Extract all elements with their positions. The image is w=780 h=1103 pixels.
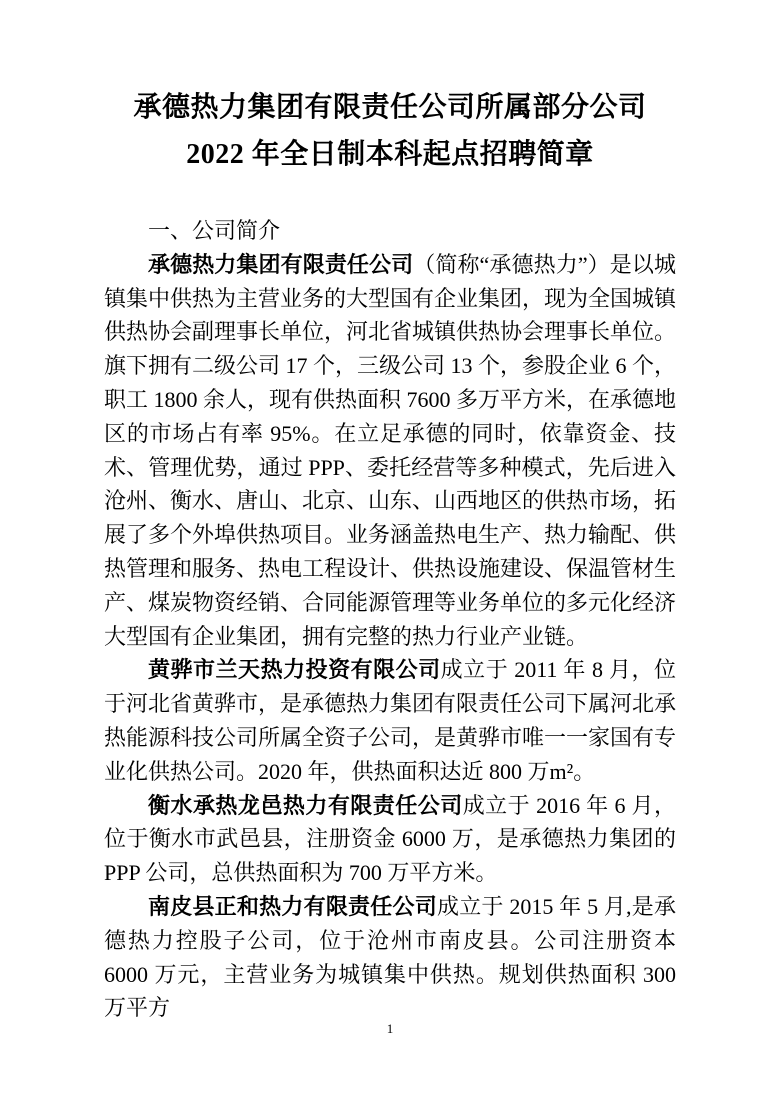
- paragraph-text: （简称“承德热力”）是以城镇集中供热为主营业务的大型国有企业集团，现为全国城镇供热协会副理事长单位，河北省城镇供热协会理事长单位。旗下拥有二级公司 17 个，三级公司 13 个，参股企业 6 个，职工 1800 余人，现有供热面积 7600 多万平方米，在承德地区的市场占有率 95%。在立足承德的同时，依靠资金、技术、管理优势，通过 PPP、委托经营等多种模式，先后进入沧州、衡水、唐山、北京、山东、山西地区的供热市场，拓展了多个外埠供热项目。业务涵盖热电生产、热力输配、供热管理和服务、热电工程设计、供热设施建设、保温管材生产、煤炭物资经销、合同能源管理等业务单位的多元化经济大型国有企业集团，拥有完整的热力行业产业链。: [104, 251, 677, 649]
- paragraph: [104, 789, 676, 890]
- title-line-2: 2022 年全日制本科起点招聘简章: [186, 139, 594, 170]
- company-name-bold: 衡水承热龙邑热力有限责任公司: [148, 792, 463, 818]
- paragraph: [104, 890, 676, 1025]
- paragraph: [104, 248, 676, 654]
- document-content: [104, 214, 676, 1025]
- paragraph-text: 成立于 2011 年 8 月，位于河北省黄骅市，是承德热力集团有限责任公司下属河北承热能源科技公司所属全资子公司，是黄骅市唯一一家国有专业化供热公司。2020 年，供热面积达近 800 万m²。: [104, 657, 677, 784]
- page-number: 1: [386, 1021, 394, 1036]
- paragraph: [104, 653, 676, 788]
- company-name-bold: 黄骅市兰天热力投资有限公司: [148, 657, 441, 683]
- document-title: [60, 84, 720, 178]
- section-heading: 一、公司简介: [148, 218, 281, 243]
- company-name-bold: 南皮县正和热力有限责任公司: [148, 893, 437, 919]
- company-name-bold: 承德热力集团有限责任公司: [148, 251, 414, 277]
- paragraph-text: 成立于 2015 年 5 月,是承德热力控股子公司，位于沧州市南皮县。公司注册资本 6000 万元，主营业务为城镇集中供热。规划供热面积 300 万平方: [104, 893, 676, 1021]
- paragraph-text: 成立于 2016 年 6 月，位于衡水市武邑县，注册资金 6000 万，是承德热力集团的 PPP 公司，总供热面积为 700 万平方米。: [104, 792, 676, 886]
- document-body: [104, 248, 676, 1025]
- title-line-1: 承德热力集团有限责任公司所属部分公司: [133, 92, 647, 123]
